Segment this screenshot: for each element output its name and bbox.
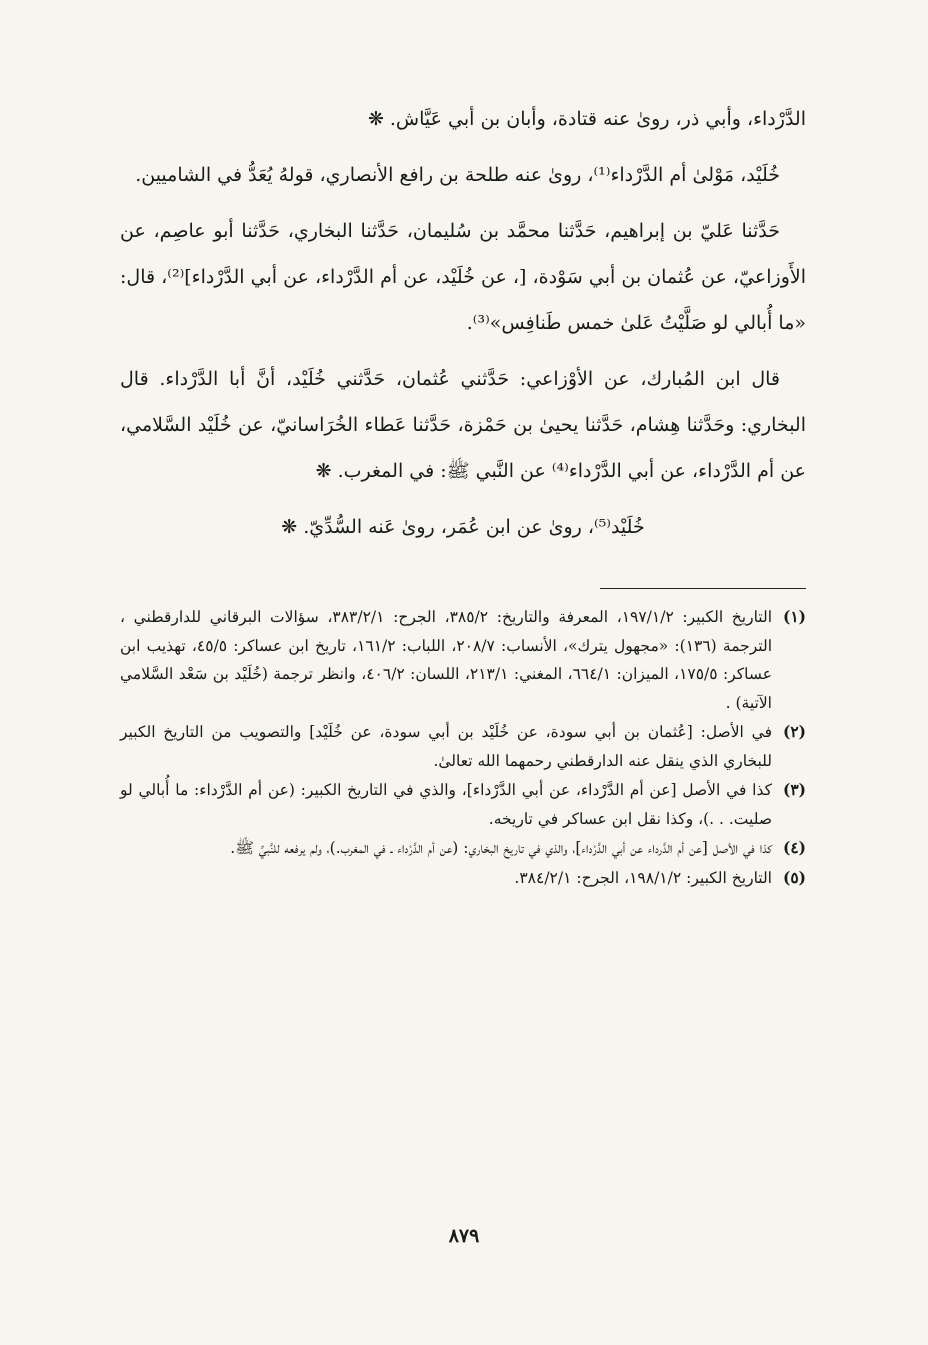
- footnote-text: التاريخ الكبير: ١٩٧/١/٢، المعرفة والتاريخ: ٣٨٥/٢، الجرح: ٣٨٣/٢/١، سؤالات البرقاني للدارقطني ، الترجمة (١٣٦): «مجهول يترك»، الأنساب: ٢٠٨/٧، اللباب: ١٦١/٢، تاريخ ابن عساكر: ٤٥/٥، تهذيب ابن عساكر: ١٧٥/٥، الميزان: ٦٦٤/١، المغني: ٢١٣/١، اللسان: ٤٠٦/٢، وانظر ترجمة (خُلَيْد بن سَعْد السَّلامي الآتية) .: [120, 608, 773, 712]
- footnote-number: (١): [782, 607, 806, 626]
- footnote-text: في الأصل: [عُثمان بن أبي سودة، عن خُلَيْد بن أبي سودة، عن خُلَيْد] والتصويب من التاريخ الكبير للبخاري الذي ينقل عنه الدارقطني رحمهما الله تعالىٰ.: [120, 723, 772, 770]
- page-number: ٨٧٩: [448, 1225, 480, 1247]
- footnote-number: (٢): [782, 722, 806, 741]
- footnote-number: (٤): [782, 838, 806, 857]
- footnote-3: [120, 776, 806, 833]
- footnote-number: (٣): [782, 780, 806, 799]
- footnote-4: [120, 834, 806, 863]
- footnotes: [120, 603, 806, 892]
- entry-khulayd-mawla: خُلَيْد، مَوْلىٰ أم الدَّرْداء⁽¹⁾، روىٰ عنه طلحة بن رافع الأنصاري، قولهُ يُعَدُّ في الشاميين.: [135, 164, 780, 186]
- page-content: [120, 96, 806, 893]
- footnote-2: [120, 718, 806, 775]
- entry-khulayd-ibn-umar: خُلَيْد⁽⁵⁾، روىٰ عن ابن عُمَر، روىٰ عَنه السُّدِّيّ. ❋: [281, 516, 645, 538]
- paragraph-continuation: الدَّرْداء، وأبي ذر، روىٰ عنه قتادة، وأبان بن أبي عَيَّاش. ❋: [367, 108, 806, 130]
- footnote-text: كذا في الأصل [عن أم الدَّرداء عن أبي الدَّرْداء]، والذي في تاريخ البخاري: (عن أم الدَّرْداء ـ في المغرب.)، ولم يرفعه للنَّبيِّ ﷺ.: [230, 839, 772, 857]
- footnote-1: [120, 603, 806, 717]
- main-text: [120, 96, 806, 550]
- footnote-5: [120, 864, 806, 893]
- footnote-number: (٥): [782, 867, 806, 887]
- ibn-mubarak-paragraph: قال ابن المُبارك، عن الأوْزاعي: حَدَّثني عُثمان، حَدَّثني خُلَيْد، أنَّ أبا الدَّرْداء. قال البخاري: وحَدَّثنا هِشام، حَدَّثنا يحيىٰ بن حَمْزة، حَدَّثنا عَطاء الخُرَاسانيّ، عن خُلَيْد السَّلامي، عن أم الدَّرْداء، عن أبي الدَّرْداء⁽⁴⁾ عن النَّبي ﷺ: في المغرب. ❋: [120, 368, 806, 482]
- hadith-isnad-paragraph: حَدَّثنا عَليّ بن إبراهيم، حَدَّثنا محمَّد بن سُليمان، حَدَّثنا البخاري، حَدَّثنا أبو عاصِم، عن الأَوزاعيّ، عن عُثمان بن أبي سَوْدة، [، عن خُلَيْد، عن أم الدَّرْداء، عن أبي الدَّرْداء]⁽²⁾، قال: «ما أُبالي لو صَلَّيْتُ عَلىٰ خمس طَنافِس»⁽³⁾.: [120, 220, 806, 334]
- footnote-text: كذا في الأصل [عن أم الدَّرْداء، عن أبي الدَّرْداء]، والذي في التاريخ الكبير: (عن أم الدَّرْداء: ما أُبالي لو صليت. . .)، وكذا نقل ابن عساكر في تاريخه.: [120, 781, 772, 828]
- footnote-text: التاريخ الكبير: ١٩٨/١/٢، الجرح: ٣٨٤/٢/١.: [514, 868, 772, 887]
- footnote-separator: [600, 588, 806, 589]
